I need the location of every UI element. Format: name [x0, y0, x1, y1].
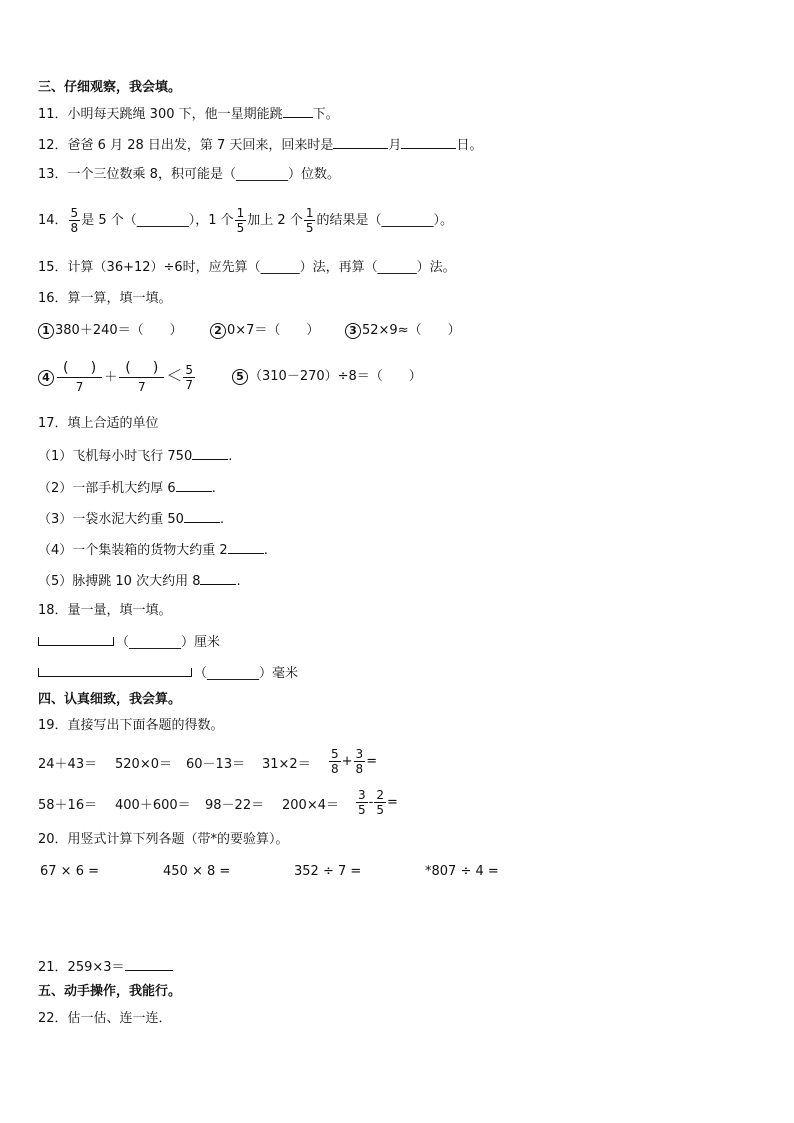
period: .: [236, 574, 241, 589]
fraction: [329, 747, 341, 776]
q19-calc: 31×2＝: [262, 757, 311, 772]
question-20-title: 20．用竖式计算下列各题（带*的要验算）。: [38, 832, 289, 847]
answer-blank: [176, 478, 212, 492]
denominator: 8: [355, 762, 364, 776]
circled-number: 5: [232, 369, 248, 385]
q17-item-2: [38, 478, 216, 498]
q19-calc: 520×0＝: [115, 757, 172, 772]
q17-text: （3）一袋水泥大约重 50: [38, 512, 184, 527]
q20-calc: 352 ÷ 7 =: [294, 864, 362, 879]
q11-text: 11．小明每天跳绳 300 下，他一星期能跳: [38, 107, 283, 122]
fraction: [183, 363, 195, 392]
q17-item-5: [38, 571, 241, 591]
q19-fraction-sum: [328, 745, 377, 779]
q16-expr-5: （310－270）÷8＝（ ）: [249, 369, 422, 384]
question-14: [38, 203, 453, 239]
short-line-segment: [38, 637, 114, 646]
answer-blank: [283, 104, 313, 118]
q18-answer-1: （________）厘米: [116, 635, 221, 650]
question-11: [38, 104, 339, 124]
q20-calc: *807 ÷ 4 =: [425, 864, 499, 879]
q19-calc: 58＋16＝: [38, 798, 98, 813]
question-18-title: 18．量一量，填一填。: [38, 603, 172, 618]
answer-blank: [125, 957, 173, 971]
q18-answer-2: （________）毫米: [194, 666, 299, 681]
answer-blank: [228, 540, 264, 554]
equals: =: [366, 754, 378, 769]
fraction: [354, 747, 366, 776]
q12-month: 月: [388, 138, 402, 153]
q16-item-1: [38, 322, 183, 340]
answer-blank: [200, 571, 236, 585]
question-21: [38, 957, 173, 977]
numerator: 5: [331, 747, 339, 761]
q16-item-2: [210, 322, 319, 340]
q11-end: 下。: [312, 107, 339, 122]
numerator: 1: [305, 206, 314, 220]
section-4-title: 四、认真细致，我会算。: [38, 692, 182, 707]
fraction: [235, 206, 247, 235]
q12-text: 12．爸爸 6 月 28 日出发，第 7 天回来，回来时是: [38, 138, 334, 153]
q20-calc: 67 × 6 =: [40, 864, 99, 879]
long-line-segment: [38, 668, 192, 677]
q19-calc: 24＋43＝: [38, 757, 98, 772]
fraction: [69, 206, 81, 235]
circled-number: 1: [38, 323, 54, 339]
fraction: [304, 206, 316, 235]
less-than-sign: ＜: [166, 366, 183, 385]
answer-blank-day: [401, 135, 456, 149]
circled-number: 2: [210, 323, 226, 339]
q16-item-4: [38, 356, 196, 398]
question-17-title: 17．填上合适的单位: [38, 416, 159, 431]
q17-item-4: [38, 540, 268, 560]
operator: +: [341, 754, 353, 769]
q16-expr-1: 380＋240＝（ ）: [55, 323, 183, 338]
circled-number: 3: [345, 323, 361, 339]
q16-expr-2: 0×7＝（ ）: [227, 323, 320, 338]
numerator: 3: [358, 788, 366, 802]
q14-number: 14．: [38, 213, 68, 228]
blank-fraction: [119, 359, 164, 396]
circled-number: 4: [38, 370, 54, 386]
question-13: 13．一个三位数乘 8，积可能是（________）位数。: [38, 167, 340, 182]
q21-text: 21．259×3＝: [38, 960, 125, 975]
denominator: 7: [137, 380, 146, 394]
q14-text-2: 加上 2 个: [247, 213, 303, 228]
q19-calc: 60－13＝: [186, 757, 246, 772]
q16-item-5: [232, 368, 422, 386]
q12-day: 日。: [456, 138, 483, 153]
denominator: 5: [236, 221, 245, 235]
answer-blank-month: [333, 135, 388, 149]
denominator: 5: [358, 803, 366, 817]
q17-text: （1）飞机每小时飞行 750: [38, 449, 193, 464]
q19-calc: 98－22＝: [205, 798, 265, 813]
period: .: [211, 481, 216, 496]
q17-text: （2）一部手机大约厚 6: [38, 481, 176, 496]
equals: =: [386, 795, 398, 810]
question-15: 15．计算（36+12）÷6时，应先算（______）法，再算（______）法。: [38, 260, 456, 275]
denominator: 7: [75, 380, 84, 394]
numerator: 1: [236, 206, 245, 220]
q19-fraction-difference: [355, 786, 398, 820]
q17-item-1: [38, 446, 232, 466]
answer-blank: [184, 509, 220, 523]
fraction: [374, 788, 386, 817]
question-12: [38, 135, 482, 155]
question-22: 22．估一估、连一连．: [38, 1011, 172, 1026]
q16-expr-3: 52×9≈（ ）: [362, 323, 461, 338]
section-3-title: 三、仔细观察，我会填。: [38, 80, 182, 95]
q17-item-3: [38, 509, 224, 529]
q14-text-3: 的结果是（________）。: [316, 213, 453, 228]
fraction: [356, 788, 368, 817]
section-5-title: 五、动手操作，我能行。: [38, 984, 182, 999]
question-16-title: 16．算一算，填一填。: [38, 291, 172, 306]
denominator: 8: [70, 221, 79, 235]
q17-text: （4）一个集装箱的货物大约重 2: [38, 543, 228, 558]
q14-text-1: 是 5 个（________），1 个: [81, 213, 234, 228]
answer-blank: [192, 446, 228, 460]
plus-sign: ＋: [104, 370, 118, 385]
denominator: 8: [331, 762, 339, 776]
period: .: [219, 512, 225, 527]
blank-fraction: [57, 359, 102, 396]
numerator-blank: ( ): [57, 359, 102, 378]
numerator: 5: [70, 206, 79, 220]
period: .: [228, 449, 233, 464]
numerator: 2: [376, 788, 384, 802]
q16-item-3: [345, 322, 461, 340]
numerator-blank: ( ): [119, 359, 164, 378]
question-19-title: 19．直接写出下面各题的得数。: [38, 718, 224, 733]
operator: -: [368, 795, 374, 810]
denominator: 7: [185, 378, 194, 392]
q17-text: （5）脉搏跳 10 次大约用 8: [38, 574, 201, 589]
period: .: [263, 543, 268, 558]
denominator: 5: [376, 803, 384, 817]
numerator: 3: [355, 747, 364, 761]
q19-calc: 200×4＝: [282, 798, 339, 813]
q19-calc: 400＋600＝: [115, 798, 191, 813]
q20-calc: 450 × 8 =: [163, 864, 231, 879]
numerator: 5: [185, 363, 194, 377]
denominator: 5: [305, 221, 314, 235]
